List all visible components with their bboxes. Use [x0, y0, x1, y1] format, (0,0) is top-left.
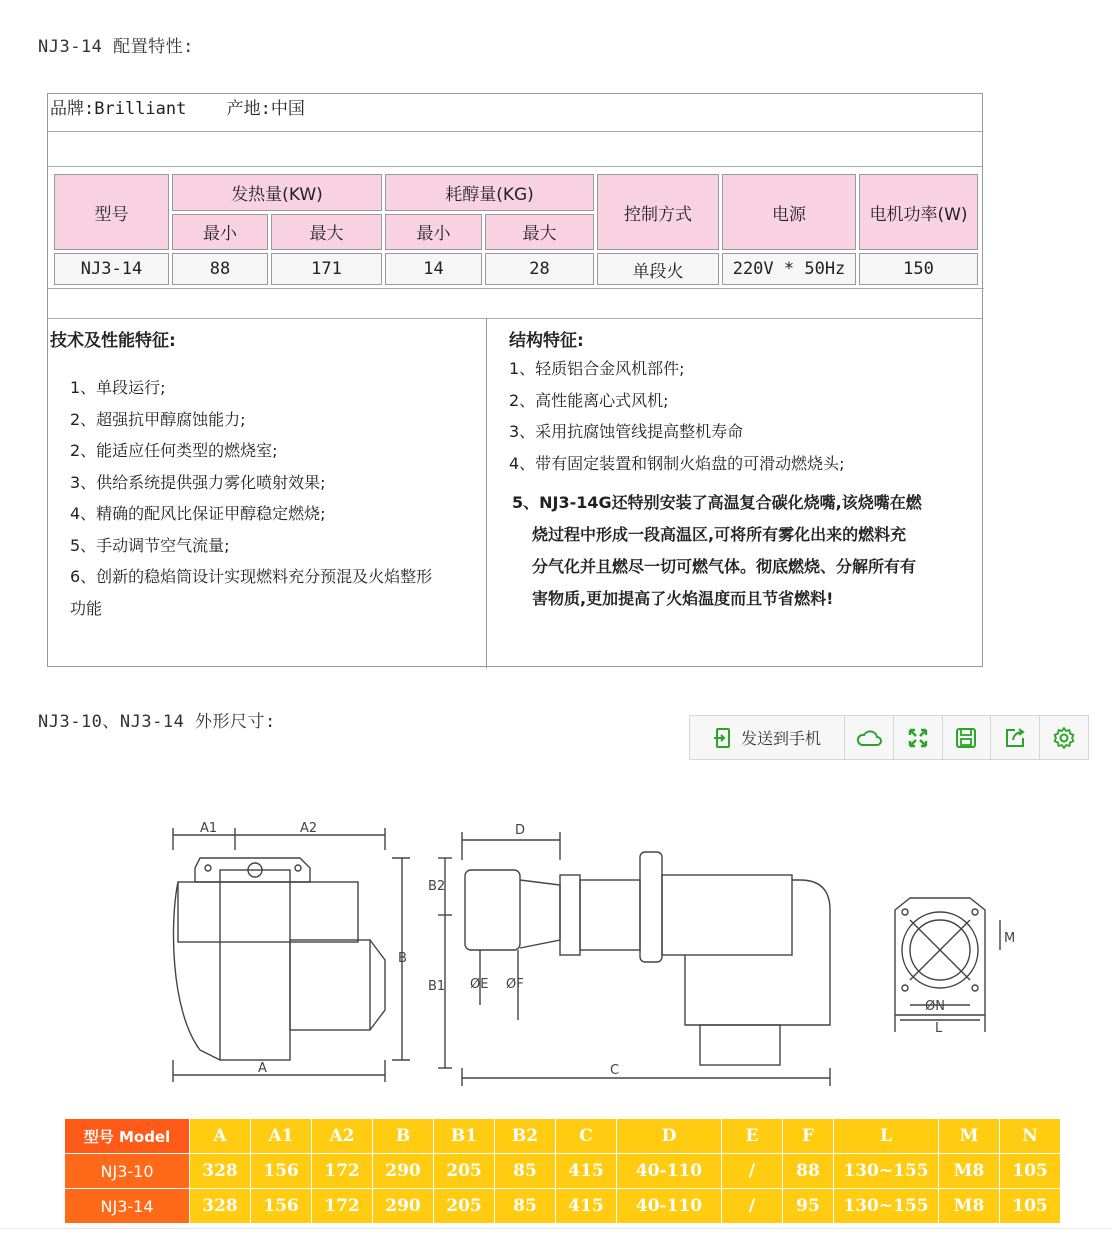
table-row	[65, 1154, 1061, 1189]
dim-header-row	[65, 1119, 1061, 1154]
blank-row	[48, 132, 982, 167]
dim-cell: 290	[373, 1154, 434, 1189]
dim-cell: M8	[939, 1154, 1000, 1189]
brand-text: 品牌:Brilliant	[50, 99, 187, 119]
table-row	[65, 1189, 1061, 1224]
header-heat-min: 最小	[172, 214, 268, 251]
dim-header-cell: M	[939, 1119, 1000, 1154]
section-title-config: NJ3-14 配置特性:	[38, 37, 194, 57]
dim-cell: NJ3-14	[65, 1189, 190, 1224]
dim-header-cell: F	[783, 1119, 834, 1154]
header-motor: 电机功率(W)	[859, 174, 978, 250]
label-l: L	[935, 1021, 943, 1036]
header-heat: 发热量(KW)	[172, 174, 382, 211]
tech-features-list	[70, 372, 486, 624]
cell-control: 单段火	[597, 253, 719, 285]
share-toolbar	[689, 715, 1089, 760]
structure-note-line: 5、NJ3-14G还特别安装了高温复合碳化烧嘴,该烧嘴在燃	[512, 493, 922, 512]
dim-cell: 172	[312, 1154, 373, 1189]
dim-header-cell: B1	[434, 1119, 495, 1154]
dim-cell: 328	[190, 1154, 251, 1189]
label-oe: ØE	[470, 977, 489, 992]
tech-feature-item: 功能	[70, 598, 103, 618]
share-icon	[1004, 727, 1026, 749]
send-to-phone-label: 发送到手机	[740, 729, 821, 748]
send-phone-icon	[713, 727, 733, 749]
label-b2: B2	[428, 879, 446, 894]
label-b1: B1	[428, 979, 446, 994]
end-view	[895, 898, 1000, 1032]
dim-cell: 40-110	[617, 1189, 722, 1224]
share-button[interactable]	[991, 716, 1040, 759]
section-title-dimensions: NJ3-10、NJ3-14 外形尺寸:	[38, 712, 276, 732]
blank-row-2	[48, 288, 982, 319]
header-model: 型号	[54, 174, 169, 250]
tech-feature-item: 2、能适应任何类型的燃烧室;	[70, 441, 278, 460]
structure-feature-item: 3、采用抗腐蚀管线提高整机寿命	[509, 422, 744, 441]
save-button[interactable]	[943, 716, 992, 759]
dim-header-cell: 型号 Model	[65, 1119, 190, 1154]
dim-cell: 85	[495, 1154, 556, 1189]
label-d: D	[515, 823, 526, 838]
header-fuel-min: 最小	[385, 214, 482, 251]
structure-features-list	[509, 353, 984, 479]
dim-cell: 88	[783, 1154, 834, 1189]
tech-feature-item: 2、超强抗甲醇腐蚀能力;	[70, 409, 246, 429]
tech-feature-item: 4、精确的配风比保证甲醇稳定燃烧;	[70, 504, 326, 523]
label-m: M	[1004, 931, 1016, 946]
dim-cell: NJ3-10	[65, 1154, 190, 1189]
origin-text: 产地:中国	[226, 99, 305, 119]
structure-feature-item: 2、高性能离心式风机;	[509, 390, 669, 410]
header-control: 控制方式	[597, 174, 719, 250]
dim-header-cell: L	[834, 1119, 939, 1154]
structure-features-note	[512, 487, 984, 615]
dim-cell: 85	[495, 1189, 556, 1224]
settings-button[interactable]	[1040, 716, 1088, 759]
label-on: ØN	[925, 999, 945, 1014]
spec-table-wrap	[48, 166, 984, 289]
dim-cell: M8	[939, 1189, 1000, 1224]
tech-features	[48, 318, 487, 668]
dim-header-cell: C	[556, 1119, 617, 1154]
tech-feature-item: 5、手动调节空气流量;	[70, 535, 230, 555]
expand-button[interactable]	[894, 716, 943, 759]
send-to-phone-button[interactable]	[690, 716, 845, 759]
dim-header-cell: B	[373, 1119, 434, 1154]
structure-features-title: 结构特征:	[509, 331, 584, 351]
dim-header-cell: A2	[312, 1119, 373, 1154]
dim-cell: 415	[556, 1154, 617, 1189]
dim-header-cell: B2	[495, 1119, 556, 1154]
cloud-icon	[856, 729, 882, 747]
gear-icon	[1052, 726, 1076, 750]
spec-table	[51, 171, 981, 288]
cell-heat-max: 171	[271, 253, 382, 285]
dim-cell: 328	[190, 1189, 251, 1224]
save-icon	[955, 727, 977, 749]
front-view	[173, 828, 410, 1082]
dimension-drawing	[140, 810, 1020, 1090]
dimension-table	[64, 1118, 1061, 1224]
side-view	[438, 832, 830, 1086]
cloud-button[interactable]	[845, 716, 894, 759]
dim-cell: /	[722, 1154, 783, 1189]
label-c: C	[610, 1063, 620, 1078]
dim-header-cell: D	[617, 1119, 722, 1154]
dim-header-cell: N	[1000, 1119, 1061, 1154]
dim-cell: 205	[434, 1154, 495, 1189]
spec-frame	[47, 93, 983, 667]
dim-cell: 205	[434, 1189, 495, 1224]
dim-header-cell: A1	[251, 1119, 312, 1154]
dim-cell: 172	[312, 1189, 373, 1224]
dim-cell: 40-110	[617, 1154, 722, 1189]
dim-cell: 156	[251, 1154, 312, 1189]
header-fuel: 耗醇量(KG)	[385, 174, 594, 211]
cell-heat-min: 88	[172, 253, 268, 285]
dim-cell: 156	[251, 1189, 312, 1224]
header-fuel-max: 最大	[485, 214, 594, 251]
cell-motor: 150	[859, 253, 978, 285]
dim-cell: 105	[1000, 1154, 1061, 1189]
dim-cell: 130~155	[834, 1189, 939, 1224]
tech-feature-item: 3、供给系统提供强力雾化喷射效果;	[70, 472, 326, 492]
header-heat-max: 最大	[271, 214, 382, 251]
label-a2: A2	[300, 821, 318, 836]
cell-fuel-max: 28	[485, 253, 594, 285]
tech-features-title: 技术及性能特征:	[50, 331, 176, 351]
label-a1: A1	[200, 821, 218, 836]
label-of: ØF	[506, 977, 524, 992]
expand-icon	[907, 727, 929, 749]
tech-feature-item: 6、创新的稳焰筒设计实现燃料充分预混及火焰整形	[70, 567, 433, 586]
structure-note-line: 分气化并且燃尽一切可燃气体。彻底燃烧、分解所有有	[532, 557, 917, 576]
structure-features	[487, 318, 984, 668]
structure-note-line: 害物质,更加提高了火焰温度而且节省燃料!	[532, 589, 834, 608]
dim-cell: 415	[556, 1189, 617, 1224]
dim-header-cell: A	[190, 1119, 251, 1154]
bottom-divider	[0, 1228, 1112, 1229]
dim-header-cell: E	[722, 1119, 783, 1154]
brand-row	[48, 94, 982, 132]
header-power: 电源	[722, 174, 856, 250]
dim-cell: 130~155	[834, 1154, 939, 1189]
dim-cell: 105	[1000, 1189, 1061, 1224]
cell-power: 220V * 50Hz	[722, 253, 856, 285]
label-a: A	[258, 1061, 267, 1076]
structure-note-line: 烧过程中形成一段高温区,可将所有雾化出来的燃料充	[532, 525, 907, 544]
label-b: B	[398, 951, 407, 966]
structure-feature-item: 4、带有固定装置和钢制火焰盘的可滑动燃烧头;	[509, 453, 845, 473]
cell-fuel-min: 14	[385, 253, 482, 285]
dim-cell: 290	[373, 1189, 434, 1224]
dim-cell: /	[722, 1189, 783, 1224]
dim-cell: 95	[783, 1189, 834, 1224]
tech-feature-item: 1、单段运行;	[70, 378, 166, 397]
structure-feature-item: 1、轻质铝合金风机部件;	[509, 359, 685, 378]
cell-model: NJ3-14	[54, 253, 169, 285]
